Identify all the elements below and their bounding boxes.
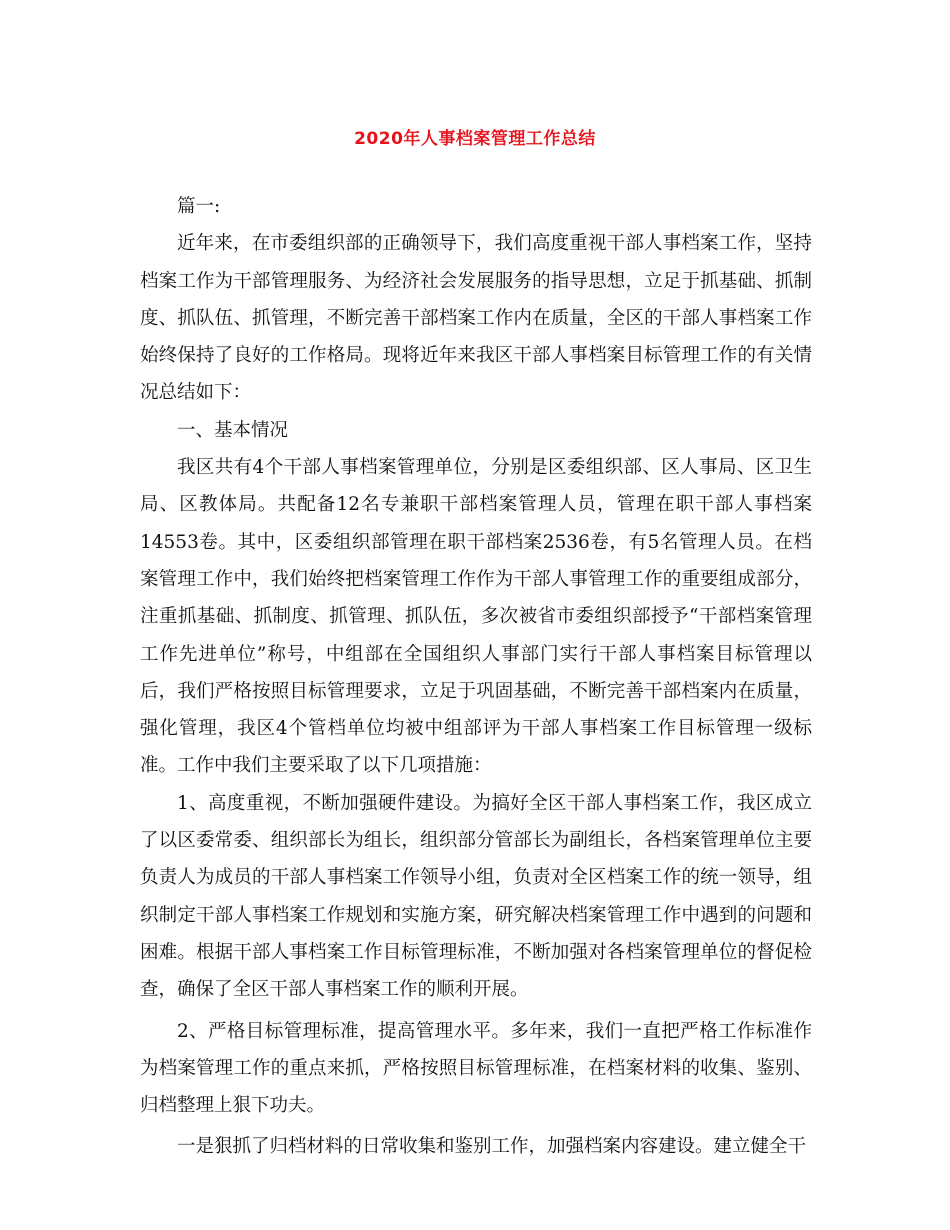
measure-1-paragraph: 1、高度重视，不断加强硬件建设。为搞好全区干部人事档案工作，我区成立了以区委常委、组织部长为组长，组织部分管部长为副组长，各档案管理单位主要负责人为成员的干部人事档案工作领导小组，负责对全区档案工作的统一领导，组织制定干部人事档案工作规划和实施方案，研究解决档案管理工作中遇到的问题和困难。根据干部人事档案工作目标管理标准，不断加强对各档案管理单位的督促检查，确保了全区干部人事档案工作的顺利开展。: [140, 792, 812, 1001]
section-label: 篇一:: [177, 196, 221, 217]
document-title: 2020年人事档案管理工作总结: [354, 129, 596, 149]
section-heading: 一、基本情况: [177, 419, 289, 441]
document-body: [140, 188, 812, 1166]
intro-paragraph: 近年来，在市委组织部的正确领导下，我们高度重视干部人事档案工作，坚持档案工作为干部管理服务、为经济社会发展服务的指导思想，立足于抓基础、抓制度、抓队伍、抓管理，不断完善干部档案工作内在质量，全区的干部人事档案工作始终保持了良好的工作格局。现将近年来我区干部人事档案目标管理工作的有关情况总结如下：: [140, 233, 812, 404]
point-1-paragraph: 一是狠抓了归档材料的日常收集和鉴别工作，加强档案内容建设。建立健全干: [177, 1136, 807, 1158]
basic-situation-paragraph: 我区共有4个干部人事档案管理单位，分别是区委组织部、区人事局、区卫生局、区教体局。共配备12名专兼职干部档案管理人员，管理在职干部人事档案14553卷。其中，区委组织部管理在职干部档案2536卷，有5名管理人员。在档案管理工作中，我们始终把档案管理工作作为干部人事管理工作的重要组成部分，注重抓基础、抓制度、抓管理、抓队伍，多次被省市委组织部授予“干部档案管理工作先进单位”称号，中组部在全国组织人事部门实行干部人事档案目标管理以后，我们严格按照目标管理要求，立足于巩固基础，不断完善干部档案内在质量，强化管理，我区4个管档单位均被中组部评为干部人事档案工作目标管理一级标准。工作中我们主要采取了以下几项措施：: [140, 457, 812, 777]
measure-2-paragraph: 2、严格目标管理标准，提高管理水平。多年来，我们一直把严格工作标准作为档案管理工作的重点来抓，严格按照目标管理标准，在档案材料的收集、鉴别、归档整理上狠下功夫。: [140, 1020, 812, 1117]
